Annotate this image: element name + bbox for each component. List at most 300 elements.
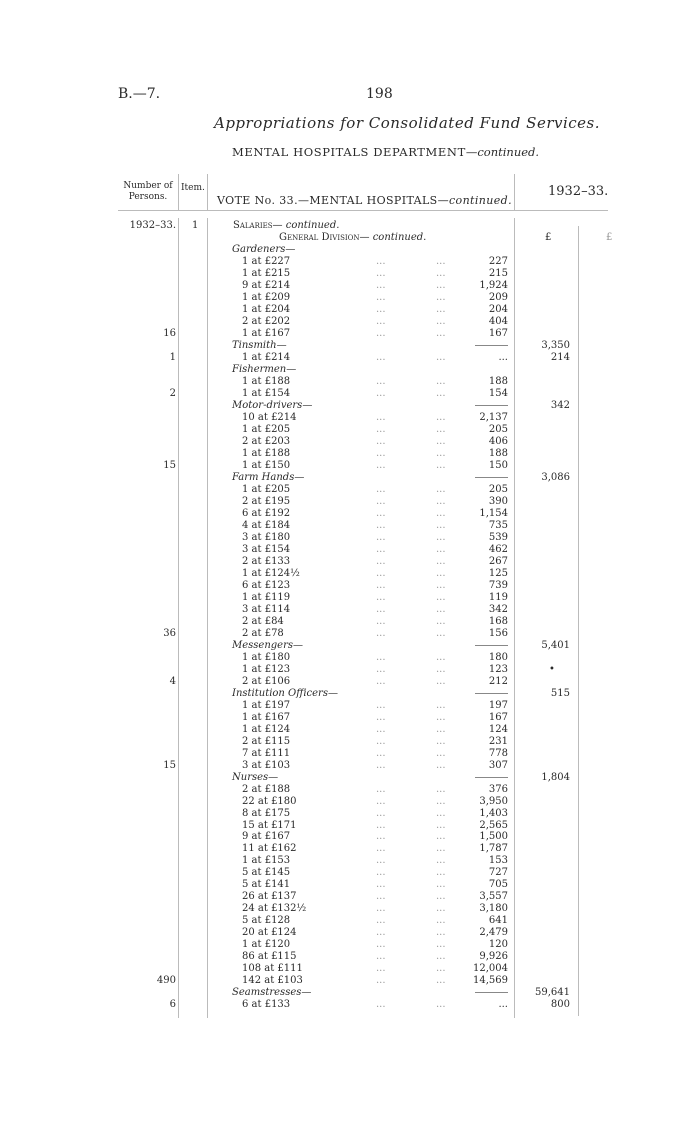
group-total: 3,350 bbox=[541, 339, 570, 351]
description-text: 3 at £114 bbox=[242, 603, 291, 615]
description-text: 3 at £154 bbox=[242, 543, 291, 555]
table-row bbox=[0, 891, 700, 903]
table-row bbox=[0, 388, 700, 400]
leader-dots: ... bbox=[436, 915, 446, 927]
pound-sign-total: £ bbox=[545, 232, 552, 243]
table-row bbox=[0, 700, 700, 712]
leader-dots: ... bbox=[376, 663, 386, 675]
table-row bbox=[0, 843, 700, 855]
group-total: 800 bbox=[550, 999, 570, 1011]
amount: 167 bbox=[488, 327, 508, 339]
description-text: Institution Officers— bbox=[232, 687, 338, 699]
amount: 1,924 bbox=[479, 279, 508, 291]
description-text: 2 at £115 bbox=[242, 735, 291, 747]
description-text: 6 at £133 bbox=[242, 999, 291, 1011]
table-row bbox=[0, 340, 700, 352]
leader-dots: ... bbox=[376, 543, 386, 555]
leader-dots: ... bbox=[436, 603, 446, 615]
table-row bbox=[0, 688, 700, 700]
leader-dots: ... bbox=[376, 519, 386, 531]
amount: 641 bbox=[488, 915, 508, 927]
leader-dots: ... bbox=[436, 807, 446, 819]
amount: 227 bbox=[488, 255, 508, 267]
description-text: 1 at £124 bbox=[242, 723, 291, 735]
amount: 3,950 bbox=[479, 795, 508, 807]
row-description bbox=[242, 652, 290, 664]
leader-dots: ... bbox=[436, 375, 446, 387]
description-text: 142 at £103 bbox=[242, 975, 303, 987]
row-description bbox=[242, 316, 290, 328]
leader-dots: ... bbox=[436, 291, 446, 303]
leader-dots: ... bbox=[436, 411, 446, 423]
description-text: 108 at £111 bbox=[242, 963, 303, 975]
leader-dots: ... bbox=[376, 855, 386, 867]
row-description bbox=[242, 460, 290, 472]
leader-dots: ... bbox=[436, 651, 446, 663]
table-row bbox=[0, 963, 700, 975]
amount: 231 bbox=[488, 735, 508, 747]
description-text: 2 at £84 bbox=[242, 615, 284, 627]
table-row bbox=[0, 580, 700, 592]
leader-dots: ... bbox=[436, 951, 446, 963]
row-description bbox=[242, 412, 297, 424]
amount: 2,479 bbox=[479, 927, 508, 939]
table-row bbox=[0, 556, 700, 568]
leader-dots: ... bbox=[376, 591, 386, 603]
description-text: 2 at £133 bbox=[242, 555, 291, 567]
row-description bbox=[242, 580, 290, 592]
leader-dots: ... bbox=[436, 447, 446, 459]
department-name: MENTAL HOSPITALS DEPARTMENT bbox=[232, 145, 466, 159]
table-row bbox=[0, 268, 700, 280]
row-description bbox=[242, 496, 290, 508]
amount: 156 bbox=[488, 627, 508, 639]
row-description bbox=[242, 628, 284, 640]
document-reference: B.—7. bbox=[118, 86, 161, 102]
row-description bbox=[242, 376, 290, 388]
leader-dots: ... bbox=[376, 891, 386, 903]
group-total: 5,401 bbox=[541, 639, 570, 651]
leader-dots: ... bbox=[436, 351, 446, 363]
leader-dots: ... bbox=[376, 327, 386, 339]
description-text: 86 at £115 bbox=[242, 951, 297, 963]
leader-dots: ... bbox=[436, 723, 446, 735]
table-row bbox=[0, 664, 700, 676]
row-description bbox=[242, 508, 290, 520]
amount: 125 bbox=[488, 567, 508, 579]
leader-dots: ... bbox=[376, 699, 386, 711]
description-text: 4 at £184 bbox=[242, 519, 291, 531]
description-text: 1 at £204 bbox=[242, 303, 291, 315]
subtotal-rule bbox=[475, 405, 508, 406]
table-row bbox=[0, 808, 700, 820]
row-description bbox=[242, 724, 290, 736]
table-row bbox=[0, 724, 700, 736]
table-row bbox=[0, 628, 700, 640]
row-description bbox=[242, 903, 306, 915]
row-description bbox=[242, 352, 290, 364]
leader-dots: ... bbox=[376, 651, 386, 663]
amount: 3,557 bbox=[479, 891, 508, 903]
description-text: 11 at £162 bbox=[242, 843, 297, 855]
table-row bbox=[0, 400, 700, 412]
leader-dots: ... bbox=[376, 423, 386, 435]
group-total: 214 bbox=[550, 351, 570, 363]
row-description bbox=[242, 939, 290, 951]
table-row bbox=[0, 592, 700, 604]
description-text: 1 at £188 bbox=[242, 375, 291, 387]
table-row bbox=[0, 292, 700, 304]
amount: 123 bbox=[488, 663, 508, 675]
table-row bbox=[0, 879, 700, 891]
leader-dots: ... bbox=[436, 711, 446, 723]
leader-dots: ... bbox=[376, 567, 386, 579]
row-description bbox=[232, 340, 287, 352]
table-row bbox=[0, 796, 700, 808]
leader-dots: ... bbox=[436, 699, 446, 711]
description-text: 2 at £195 bbox=[242, 495, 291, 507]
description-continued: continued. bbox=[285, 220, 340, 231]
description-text: 26 at £137 bbox=[242, 891, 297, 903]
divider bbox=[207, 174, 208, 210]
amount: 739 bbox=[488, 579, 508, 591]
table-row bbox=[0, 532, 700, 544]
persons-count: 15 bbox=[163, 459, 176, 471]
leader-dots: ... bbox=[376, 255, 386, 267]
leader-dots: ... bbox=[376, 483, 386, 495]
row-description bbox=[242, 879, 290, 891]
stray-mark: • bbox=[549, 663, 555, 675]
table-row bbox=[0, 820, 700, 832]
leader-dots: ... bbox=[376, 615, 386, 627]
table-row bbox=[0, 867, 700, 879]
item-number: 1 bbox=[192, 220, 199, 231]
column-header-persons: Number of Persons. bbox=[123, 181, 173, 202]
table-row bbox=[0, 460, 700, 472]
amount: 215 bbox=[488, 267, 508, 279]
row-description bbox=[242, 760, 290, 772]
amount: 153 bbox=[488, 855, 508, 867]
persons-count: 6 bbox=[169, 999, 176, 1011]
table-row bbox=[0, 412, 700, 424]
leader-dots: ... bbox=[436, 963, 446, 975]
row-description bbox=[242, 891, 297, 903]
leader-dots: ... bbox=[436, 747, 446, 759]
row-description bbox=[242, 808, 290, 820]
leader-dots: ... bbox=[376, 843, 386, 855]
amount: 180 bbox=[488, 651, 508, 663]
table-row bbox=[0, 604, 700, 616]
column-header-item: Item. bbox=[181, 183, 205, 193]
amount: 120 bbox=[488, 939, 508, 951]
description-text: Seamstresses— bbox=[232, 987, 312, 999]
amount: 168 bbox=[488, 615, 508, 627]
description-text: 6 at £123 bbox=[242, 579, 291, 591]
description-text: 1 at £188 bbox=[242, 447, 291, 459]
row-description bbox=[242, 855, 290, 867]
description-text: 1 at £227 bbox=[242, 255, 291, 267]
leader-dots: ... bbox=[376, 783, 386, 795]
leader-dots: ... bbox=[376, 411, 386, 423]
row-description bbox=[232, 364, 296, 376]
leader-dots: ... bbox=[436, 819, 446, 831]
leader-dots: ... bbox=[436, 435, 446, 447]
leader-dots: ... bbox=[436, 483, 446, 495]
amount: 1,403 bbox=[479, 807, 508, 819]
row-description bbox=[242, 796, 297, 808]
leader-dots: ... bbox=[376, 627, 386, 639]
table-row bbox=[0, 903, 700, 915]
vote-heading bbox=[217, 194, 512, 207]
table-row bbox=[0, 328, 700, 340]
leader-dots: ... bbox=[376, 579, 386, 591]
vote-continued: —continued. bbox=[437, 194, 513, 207]
description-text: 1 at £153 bbox=[242, 855, 291, 867]
leader-dots: ... bbox=[436, 315, 446, 327]
leader-dots: ... bbox=[376, 879, 386, 891]
table-row bbox=[0, 855, 700, 867]
leader-dots: ... bbox=[376, 807, 386, 819]
description-text: 3 at £103 bbox=[242, 759, 291, 771]
group-total: 342 bbox=[550, 399, 570, 411]
amount: 14,569 bbox=[473, 975, 508, 987]
leader-dots: ... bbox=[376, 375, 386, 387]
leader-dots: ... bbox=[436, 867, 446, 879]
leader-dots: ... bbox=[376, 747, 386, 759]
row-description bbox=[242, 700, 290, 712]
description-text: Farm Hands— bbox=[232, 471, 305, 483]
table-row bbox=[0, 544, 700, 556]
row-description bbox=[232, 987, 311, 999]
leader-dots: ... bbox=[436, 927, 446, 939]
subtotal-rule bbox=[475, 777, 508, 778]
amount: 2,137 bbox=[479, 411, 508, 423]
description-text: 1 at £119 bbox=[242, 591, 291, 603]
table-row bbox=[0, 436, 700, 448]
table-row bbox=[0, 220, 700, 232]
amount: 727 bbox=[488, 867, 508, 879]
persons-count: 490 bbox=[156, 975, 176, 987]
description-text: 9 at £167 bbox=[242, 831, 291, 843]
group-total: 515 bbox=[550, 687, 570, 699]
row-description bbox=[232, 640, 303, 652]
table-row bbox=[0, 568, 700, 580]
leader-dots: ... bbox=[376, 867, 386, 879]
leader-dots: ... bbox=[436, 267, 446, 279]
amount: 188 bbox=[488, 447, 508, 459]
row-description bbox=[242, 975, 303, 987]
leader-dots: ... bbox=[436, 255, 446, 267]
amount: ... bbox=[498, 351, 508, 363]
group-total: 1,804 bbox=[541, 771, 570, 783]
table-row bbox=[0, 999, 700, 1011]
leader-dots: ... bbox=[436, 567, 446, 579]
leader-dots: ... bbox=[436, 783, 446, 795]
leader-dots: ... bbox=[436, 795, 446, 807]
row-description bbox=[242, 664, 290, 676]
vote-title: VOTE No. 33.—MENTAL HOSPITALS bbox=[217, 194, 438, 207]
amount: 705 bbox=[488, 879, 508, 891]
amount: 406 bbox=[488, 435, 508, 447]
subtotal-rule bbox=[475, 345, 508, 346]
leader-dots: ... bbox=[376, 507, 386, 519]
description-text: 2 at £78 bbox=[242, 627, 284, 639]
persons-count: 16 bbox=[163, 327, 176, 339]
description-text: 3 at £180 bbox=[242, 531, 291, 543]
description-text: Fishermen— bbox=[232, 363, 297, 375]
description-text: 10 at £214 bbox=[242, 411, 297, 423]
table-row bbox=[0, 352, 700, 364]
row-description bbox=[242, 927, 297, 939]
row-description bbox=[242, 712, 290, 724]
table-row bbox=[0, 424, 700, 436]
row-description bbox=[232, 472, 304, 484]
row-description bbox=[242, 256, 290, 268]
leader-dots: ... bbox=[436, 387, 446, 399]
description-text: 1 at £205 bbox=[242, 483, 291, 495]
description-text: 1 at £123 bbox=[242, 663, 291, 675]
department-continued: —continued. bbox=[465, 145, 540, 159]
amount: 167 bbox=[488, 711, 508, 723]
group-total: 3,086 bbox=[541, 471, 570, 483]
table-row bbox=[0, 304, 700, 316]
description-text: 15 at £171 bbox=[242, 819, 297, 831]
row-description bbox=[242, 843, 297, 855]
description-text: Messengers— bbox=[232, 639, 304, 651]
column-header-year: 1932–33. bbox=[548, 184, 609, 199]
description-text: 1 at £205 bbox=[242, 423, 291, 435]
amount: 209 bbox=[488, 291, 508, 303]
subtotal-rule bbox=[475, 693, 508, 694]
row-description bbox=[242, 831, 290, 843]
leader-dots: ... bbox=[376, 267, 386, 279]
department-heading bbox=[232, 145, 539, 159]
leader-dots: ... bbox=[436, 843, 446, 855]
leader-dots: ... bbox=[376, 291, 386, 303]
divider bbox=[178, 174, 179, 210]
persons-count: 15 bbox=[163, 759, 176, 771]
leader-dots: ... bbox=[376, 447, 386, 459]
row-description bbox=[242, 544, 290, 556]
amount: 154 bbox=[488, 387, 508, 399]
amount: 539 bbox=[488, 531, 508, 543]
row-description bbox=[279, 232, 426, 244]
table-row bbox=[0, 939, 700, 951]
description-text: 1 at £214 bbox=[242, 351, 291, 363]
description-text: General Division— bbox=[279, 231, 370, 243]
leader-dots: ... bbox=[436, 675, 446, 687]
divider bbox=[514, 174, 515, 210]
persons-count: 2 bbox=[169, 387, 176, 399]
table-row bbox=[0, 652, 700, 664]
leader-dots: ... bbox=[376, 963, 386, 975]
description-text: 24 at £132½ bbox=[242, 903, 307, 915]
leader-dots: ... bbox=[436, 591, 446, 603]
leader-dots: ... bbox=[436, 855, 446, 867]
persons-count: 1 bbox=[169, 351, 176, 363]
leader-dots: ... bbox=[376, 675, 386, 687]
row-description bbox=[242, 448, 290, 460]
amount: 12,004 bbox=[473, 963, 508, 975]
pound-sign-extra: £ bbox=[606, 232, 613, 243]
description-text: 1 at £180 bbox=[242, 651, 291, 663]
subtotal-rule bbox=[475, 645, 508, 646]
leader-dots: ... bbox=[376, 531, 386, 543]
persons-count: 1932–33. bbox=[129, 220, 176, 231]
table-row bbox=[0, 376, 700, 388]
description-text: Nurses— bbox=[232, 771, 279, 783]
row-description bbox=[233, 220, 339, 232]
leader-dots: ... bbox=[436, 579, 446, 591]
description-text: 2 at £106 bbox=[242, 675, 291, 687]
description-text: 5 at £128 bbox=[242, 915, 291, 927]
amount: 376 bbox=[488, 783, 508, 795]
row-description bbox=[242, 268, 290, 280]
amount: 1,500 bbox=[479, 831, 508, 843]
amount: 307 bbox=[488, 759, 508, 771]
leader-dots: ... bbox=[376, 975, 386, 987]
leader-dots: ... bbox=[376, 999, 386, 1011]
leader-dots: ... bbox=[436, 555, 446, 567]
leader-dots: ... bbox=[436, 627, 446, 639]
subtotal-rule bbox=[475, 477, 508, 478]
row-description bbox=[242, 556, 290, 568]
amount: 150 bbox=[488, 459, 508, 471]
leader-dots: ... bbox=[436, 999, 446, 1011]
description-text: 7 at £111 bbox=[242, 747, 291, 759]
description-text: Tinsmith— bbox=[232, 339, 287, 351]
amount: 205 bbox=[488, 423, 508, 435]
leader-dots: ... bbox=[376, 459, 386, 471]
description-text: 8 at £175 bbox=[242, 807, 291, 819]
leader-dots: ... bbox=[376, 435, 386, 447]
table-row bbox=[0, 831, 700, 843]
description-continued: continued. bbox=[372, 231, 427, 243]
leader-dots: ... bbox=[376, 735, 386, 747]
header-rule bbox=[118, 210, 608, 211]
table-row bbox=[0, 772, 700, 784]
leader-dots: ... bbox=[376, 279, 386, 291]
amount: 3,180 bbox=[479, 903, 508, 915]
amount: 267 bbox=[488, 555, 508, 567]
row-description bbox=[242, 568, 300, 580]
row-description bbox=[232, 688, 338, 700]
table-row bbox=[0, 256, 700, 268]
leader-dots: ... bbox=[376, 387, 386, 399]
amount: 462 bbox=[488, 543, 508, 555]
row-description bbox=[242, 532, 290, 544]
leader-dots: ... bbox=[376, 903, 386, 915]
description-text: 6 at £192 bbox=[242, 507, 291, 519]
table-row bbox=[0, 987, 700, 999]
description-text: 1 at £124½ bbox=[242, 567, 300, 579]
table-row bbox=[0, 736, 700, 748]
leader-dots: ... bbox=[436, 531, 446, 543]
leader-dots: ... bbox=[376, 603, 386, 615]
description-text: 1 at £154 bbox=[242, 387, 291, 399]
row-description bbox=[242, 592, 290, 604]
amount: 1,154 bbox=[479, 507, 508, 519]
table-row bbox=[0, 448, 700, 460]
row-description bbox=[242, 424, 290, 436]
table-row bbox=[0, 676, 700, 688]
table-row bbox=[0, 508, 700, 520]
row-description bbox=[242, 748, 290, 760]
leader-dots: ... bbox=[436, 327, 446, 339]
table-row bbox=[0, 712, 700, 724]
description-text: 9 at £214 bbox=[242, 279, 291, 291]
leader-dots: ... bbox=[376, 831, 386, 843]
